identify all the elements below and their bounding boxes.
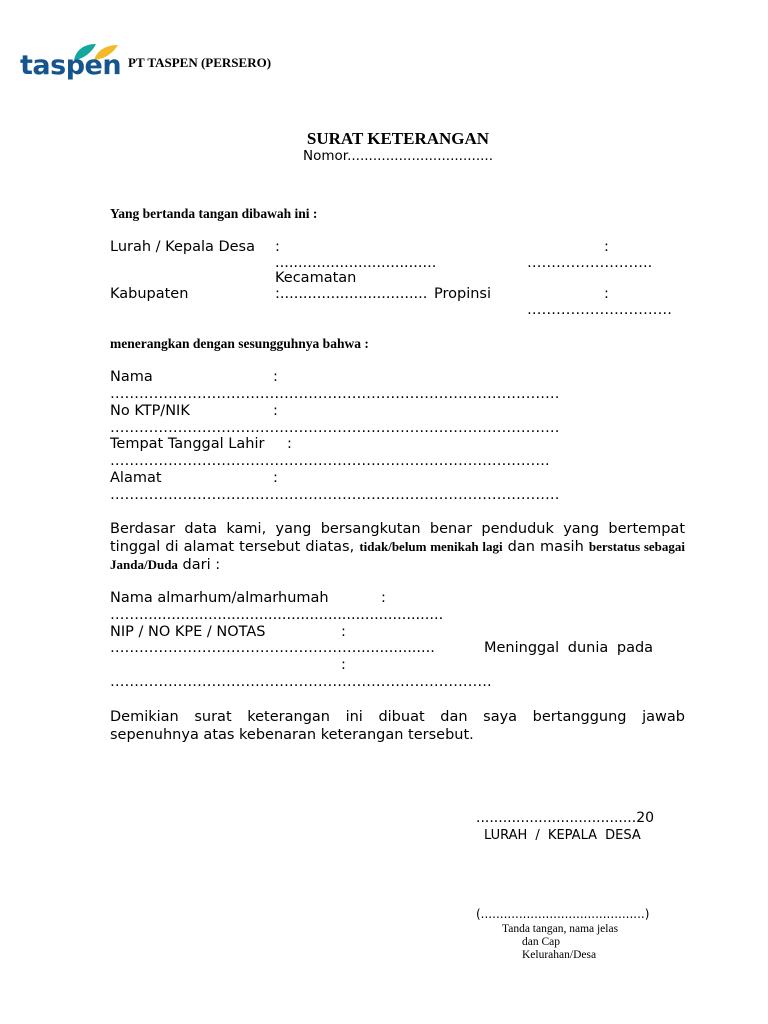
lurah-dots: ................................... <box>275 255 437 271</box>
lurah-label: Lurah / Kepala Desa <box>110 239 255 255</box>
ktp-label: No KTP/NIK <box>110 403 190 419</box>
signature-name-line: (...........................................) <box>476 907 650 921</box>
ttl-dots: ………………………………………………………………………………. <box>110 453 550 469</box>
statement-part2: dan masih <box>507 539 584 555</box>
alamat-colon: : <box>273 470 278 486</box>
nama-label: Nama <box>110 369 153 385</box>
logo-text: taspen <box>20 50 122 81</box>
kecamatan-colon: : <box>604 239 609 255</box>
ktp-colon: : <box>273 403 278 419</box>
signature-date-line: ....................................20 <box>476 810 655 826</box>
taspen-logo <box>20 40 122 84</box>
signature-note-line2: dan Cap <box>522 936 561 948</box>
nip-dots: ……………………………………………................. <box>110 640 435 656</box>
propinsi-dots: ………………………… <box>527 302 672 318</box>
almarhum-dots: …….................................................................. <box>110 607 444 623</box>
kabupaten-value: :................................ <box>275 286 428 302</box>
kabupaten-label: Kabupaten <box>110 286 189 302</box>
statement-bold2: berstatus sebagai Janda/Duda <box>110 539 686 572</box>
statement-part1: Berdasar data kami, yang bersangkutan benar penduduk yang bertempat tinggal di alamat tersebut diatas, <box>110 521 685 555</box>
ttl-label: Tempat Tanggal Lahir <box>110 436 265 452</box>
nama-dots: ………………………………………………………………………………… <box>110 386 560 402</box>
kecamatan-dots: …………………….. <box>527 255 653 271</box>
signature-note-line3: Kelurahan/Desa <box>522 949 597 961</box>
alamat-label: Alamat <box>110 470 162 486</box>
nip-colon: : <box>341 624 346 640</box>
kecamatan-label: Kecamatan <box>275 270 357 286</box>
ktp-dots: ………………………………………………………………………………… <box>110 420 560 436</box>
meninggal-dots: ……………………………………………………………………. <box>110 674 492 690</box>
document-number: Nomor.................................. <box>303 148 493 164</box>
alamat-dots: ………………………………………………………………………………… <box>110 487 560 503</box>
nama-colon: : <box>273 369 278 385</box>
almarhum-colon: : <box>381 590 386 606</box>
signature-note-line1: Tanda tangan, nama jelas <box>502 923 619 935</box>
intro-text: Yang bertanda tangan dibawah ini : <box>110 206 318 221</box>
signature-role: LURAH / KEPALA DESA <box>484 828 641 843</box>
lurah-colon: : <box>275 239 280 255</box>
document-title: SURAT KETERANGAN <box>306 129 490 148</box>
statement-paragraph <box>110 520 685 574</box>
ttl-colon: : <box>287 436 292 452</box>
closing-paragraph: Demikian surat keterangan ini dibuat dan saya bertanggung jawab sepenuhnya atas kebenaran keterangan tersebut. <box>110 709 685 743</box>
meninggal-label: Meninggal dunia pada <box>484 640 654 656</box>
company-name: PT TASPEN (PERSERO) <box>128 55 272 70</box>
almarhum-label: Nama almarhum/almarhumah <box>110 590 329 606</box>
statement-bold1: tidak/belum menikah lagi <box>359 539 503 554</box>
statement-part3: dari : <box>182 557 221 573</box>
propinsi-label: Propinsi <box>434 286 492 302</box>
nip-label: NIP / NO KPE / NOTAS <box>110 624 266 640</box>
meninggal-colon: : <box>341 657 346 673</box>
signature-note <box>502 923 702 962</box>
propinsi-colon: : <box>604 286 609 302</box>
menerangkan-text: menerangkan dengan sesungguhnya bahwa : <box>110 336 369 351</box>
